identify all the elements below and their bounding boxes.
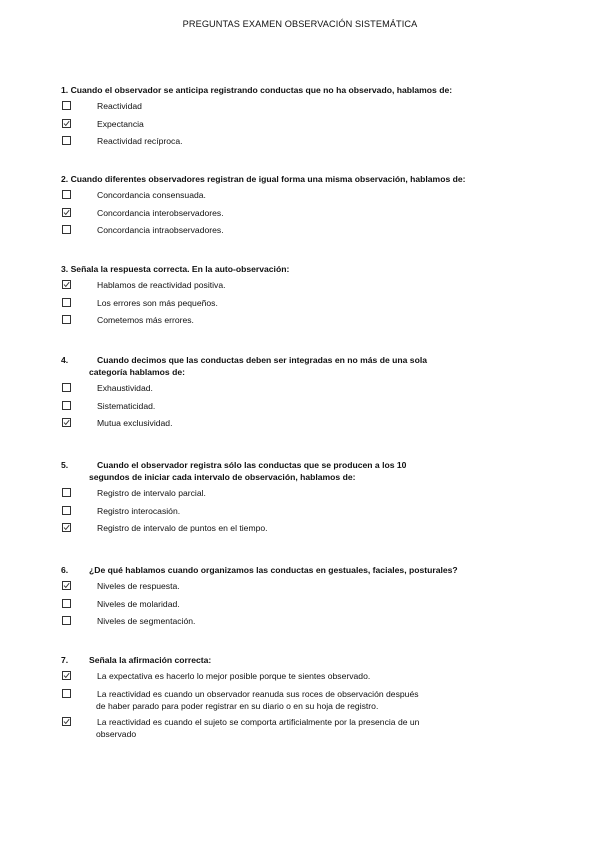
check-icon [63, 524, 70, 531]
question-7 [61, 654, 541, 745]
question-text [61, 354, 541, 378]
checkbox[interactable] [62, 523, 71, 532]
option-item[interactable] [61, 119, 541, 137]
question-text [61, 173, 541, 185]
option-item[interactable] [61, 581, 541, 599]
option-label: Los errores son más pequeños. [97, 297, 218, 308]
question-number: 2. [61, 174, 69, 184]
question-1 [61, 84, 541, 154]
option-item[interactable] [61, 506, 541, 524]
check-icon [63, 672, 70, 679]
checkbox[interactable] [62, 401, 71, 410]
option-label-line: La reactividad es cuando un observador reanuda sus roces de observación después [97, 688, 419, 699]
option-label: Reactividad recíproca. [97, 136, 183, 146]
checkbox[interactable] [62, 506, 71, 515]
checkbox[interactable] [62, 190, 71, 199]
question-prompt-continued: categoría hablamos de: [89, 367, 185, 377]
checkbox[interactable] [62, 418, 71, 427]
checkbox[interactable] [62, 298, 71, 307]
option-label: Niveles de respuesta. [97, 581, 180, 591]
option-item[interactable] [61, 717, 541, 745]
option-label [97, 688, 419, 712]
checkbox[interactable] [62, 599, 71, 608]
option-item[interactable] [61, 488, 541, 506]
check-icon [63, 281, 70, 288]
option-item[interactable] [61, 280, 541, 298]
checkbox[interactable] [62, 280, 71, 289]
option-label: Exhaustividad. [97, 383, 153, 393]
option-label: Niveles de molaridad. [97, 598, 180, 609]
page-title: PREGUNTAS EXAMEN OBSERVACIÓN SISTEMÁTICA [182, 19, 418, 29]
option-label: Concordancia intraobservadores. [97, 225, 224, 235]
option-item[interactable] [61, 101, 541, 119]
check-icon [63, 209, 70, 216]
checkbox[interactable] [62, 119, 71, 128]
question-4 [61, 354, 541, 436]
checkbox[interactable] [62, 671, 71, 680]
option-item[interactable] [61, 689, 541, 717]
checkbox[interactable] [62, 488, 71, 497]
question-2 [61, 173, 541, 243]
question-3 [61, 263, 541, 333]
option-label: Hablamos de reactividad positiva. [97, 280, 226, 290]
checkbox[interactable] [62, 208, 71, 217]
checkbox[interactable] [62, 689, 71, 698]
option-label: Niveles de segmentación. [97, 616, 196, 626]
option-item[interactable] [61, 401, 541, 419]
checkbox[interactable] [62, 315, 71, 324]
option-item[interactable] [61, 208, 541, 226]
checkbox[interactable] [62, 101, 71, 110]
option-label: Reactividad [97, 101, 142, 111]
option-item[interactable] [61, 616, 541, 634]
checkbox[interactable] [62, 136, 71, 145]
option-item[interactable] [61, 523, 541, 541]
check-icon [63, 419, 70, 426]
option-item[interactable] [61, 298, 541, 316]
question-number: 5. [61, 460, 69, 470]
checkbox[interactable] [62, 383, 71, 392]
question-prompt: Señala la afirmación correcta: [89, 655, 212, 665]
option-label: Expectancia [97, 118, 144, 129]
option-item[interactable] [61, 418, 541, 436]
check-icon [63, 582, 70, 589]
question-text [61, 654, 541, 666]
question-text [61, 84, 541, 96]
check-icon [63, 120, 70, 127]
question-prompt: ¿De qué hablamos cuando organizamos las conductas en gestuales, faciales, posturales? [89, 565, 458, 575]
option-item[interactable] [61, 671, 541, 689]
option-label-line: observado [96, 728, 137, 739]
question-prompt: Cuando el observador registra sólo las conductas que se producen a los 10 [97, 460, 407, 470]
option-label: La expectativa es hacerlo lo mejor posible porque te sientes observado. [97, 671, 371, 681]
question-text [61, 459, 541, 483]
option-item[interactable] [61, 225, 541, 243]
checkbox[interactable] [62, 581, 71, 590]
question-text [61, 564, 541, 576]
question-number: 7. [61, 655, 69, 665]
question-5 [61, 459, 541, 541]
question-number: 3. [61, 264, 69, 274]
option-item[interactable] [61, 599, 541, 617]
question-prompt: Cuando decimos que las conductas deben ser integradas en no más de una sola [97, 355, 427, 365]
checkbox[interactable] [62, 225, 71, 234]
option-label: Registro de intervalo parcial. [97, 488, 206, 498]
question-6 [61, 564, 541, 634]
question-number: 1. [61, 85, 69, 95]
option-label [97, 716, 419, 740]
option-item[interactable] [61, 190, 541, 208]
option-item[interactable] [61, 383, 541, 401]
option-label: Registro interocasión. [97, 505, 181, 516]
option-label-line: La reactividad es cuando el sujeto se comporta artificialmente por la presencia de un [97, 716, 420, 727]
option-label: Cometemos más errores. [97, 315, 194, 325]
option-item[interactable] [61, 315, 541, 333]
option-label: Mutua exclusividad. [97, 418, 173, 428]
option-label: Concordancia consensuada. [97, 190, 206, 200]
question-prompt-continued: segundos de iniciar cada intervalo de observación, hablamos de: [89, 472, 356, 482]
question-number: 6. [61, 565, 69, 575]
option-label-line: de haber parado para poder registrar en su diario o en su hoja de registro. [96, 700, 379, 711]
checkbox[interactable] [62, 616, 71, 625]
question-prompt: Cuando el observador se anticipa registrando conductas que no ha observado, hablamos de: [70, 85, 453, 95]
option-item[interactable] [61, 136, 541, 154]
question-prompt: Señala la respuesta correcta. En la auto-observación: [70, 264, 290, 274]
option-label: Sistematicidad. [97, 400, 156, 411]
check-icon [63, 718, 70, 725]
question-text [61, 263, 541, 275]
option-label: Registro de intervalo de puntos en el tiempo. [97, 523, 268, 533]
question-number: 4. [61, 355, 69, 365]
checkbox[interactable] [62, 717, 71, 726]
question-prompt: Cuando diferentes observadores registran de igual forma una misma observación, hablamos de: [70, 174, 466, 184]
option-label: Concordancia interobservadores. [97, 207, 224, 218]
